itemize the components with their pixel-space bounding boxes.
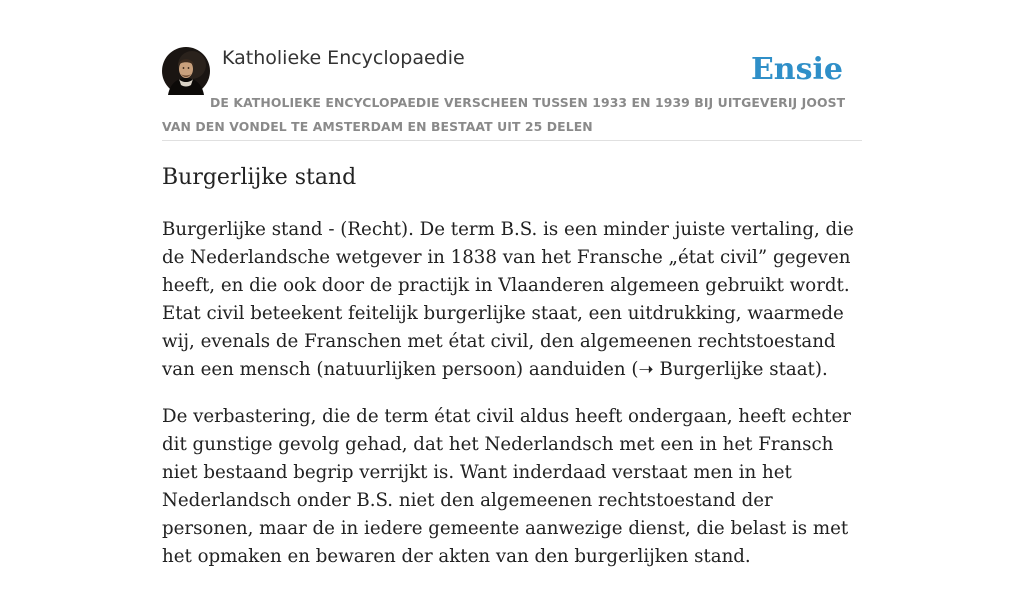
article-paragraph: De verbastering, die de term état civil aldus heeft ondergaan, heeft echter dit gunstige gevolg gehad, dat het Nederlandsch met een in het Fransch niet bestaand begrip verrijkt is. Want inderdaad verstaat men in het Nederlandsch onder B.S. niet den algemeenen rechtstoestand der personen, maar de in iedere gemeente aanwezige dienst, die belast is met het opmaken en bewaren der akten van den burgerlijken stand.	[162, 406, 851, 567]
article-title: Burgerlijke stand	[162, 165, 357, 190]
article-paragraph: Burgerlijke stand - (Recht). De term B.S. is een minder juiste vertaling, die de Nederlandsche wetgever in 1838 van het Fransche „état civil” gegeven heeft, en die ook door de practijk in Vlaanderen algemeen gebruikt wordt. Etat civil beteekent feitelijk burgerlijke staat, een uitdrukking, waarmede wij, evenals de Franschen met état civil, den algemeenen rechtstoestand van een mensch (natuurlijken persoon) aanduiden (➝ Burgerlijke staat).	[162, 219, 854, 380]
site-description: DE KATHOLIEKE ENCYCLOPAEDIE VERSCHEEN TUSSEN 1933 EN 1939 BIJ UITGEVERIJ JOOST VAN DEN VONDEL TE AMSTERDAM EN BESTAAT UIT 25 DELEN	[162, 95, 846, 134]
brand-logo-link[interactable]: Ensie	[750, 52, 843, 87]
site-header	[162, 46, 862, 141]
author-portrait[interactable]	[162, 47, 210, 95]
site-title-link[interactable]: Katholieke Encyclopaedie	[222, 47, 465, 69]
article-body	[162, 216, 862, 590]
